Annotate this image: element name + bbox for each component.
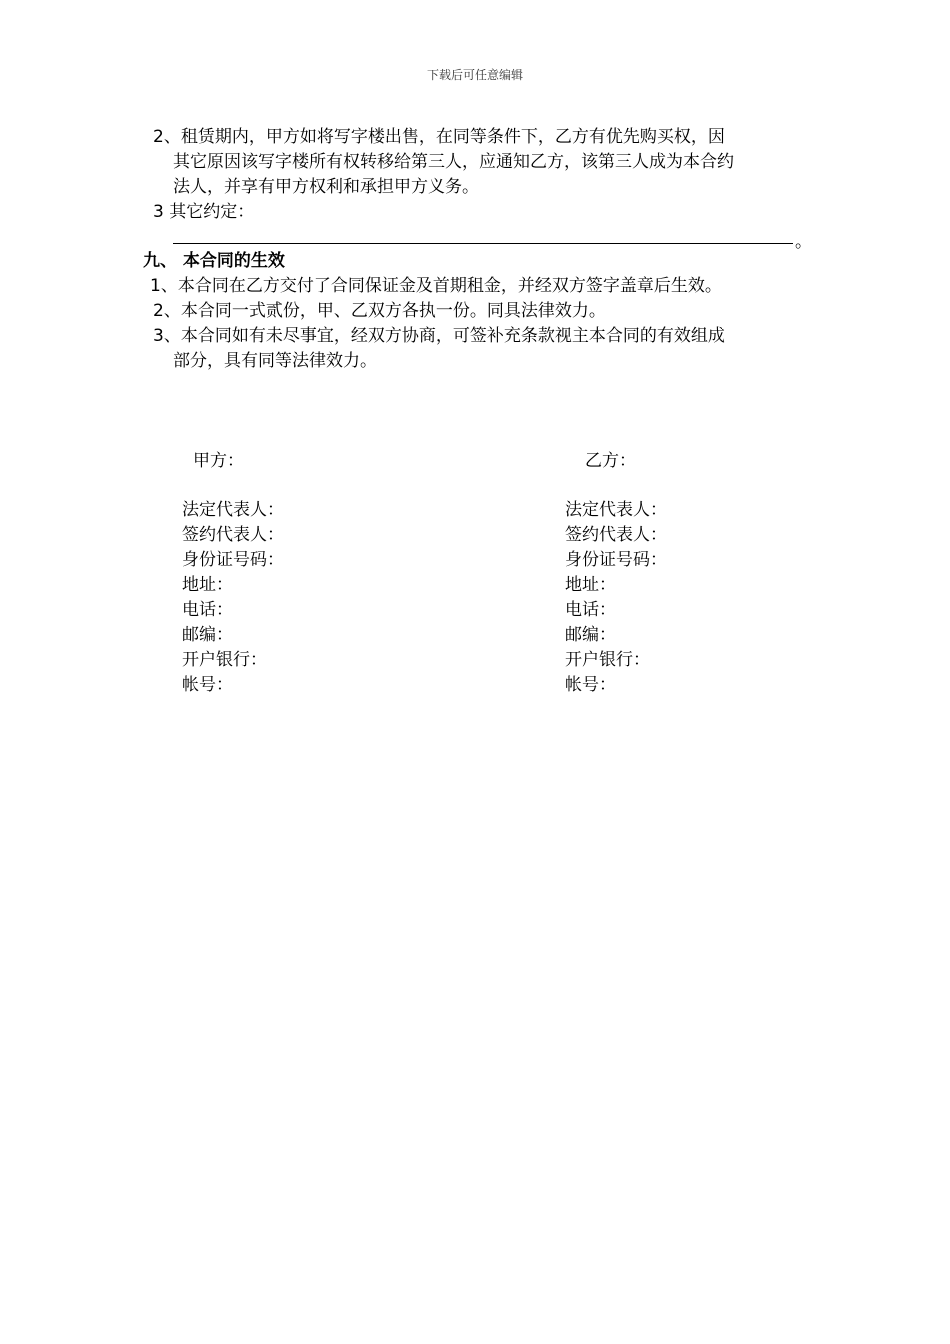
clause-8-item-2-line-3: 法人，并享有甲方权利和承担甲方义务。 [173, 177, 479, 197]
header-note: 下载后可任意编辑 [426, 68, 523, 82]
party-a-bank: 开户银行： [182, 650, 267, 670]
party-a-phone: 电话： [182, 600, 233, 620]
party-b-signing-representative: 签约代表人： [565, 525, 667, 545]
party-a-id-number: 身份证号码： [182, 550, 284, 570]
party-b-id-number: 身份证号码： [565, 550, 667, 570]
clause-9-item-1: 1、本合同在乙方交付了合同保证金及首期租金，并经双方签字盖章后生效。 [150, 276, 722, 296]
clause-9-item-3-line-1: 3、本合同如有未尽事宜，经双方协商，可签补充条款视主本合同的有效组成 [153, 326, 725, 346]
clause-9-item-2: 2、本合同一式贰份，甲、乙双方各执一份。同具法律效力。 [153, 301, 606, 321]
party-a-postcode: 邮编： [182, 625, 233, 645]
clause-8-item-3-label: 3 其它约定： [153, 202, 255, 222]
party-a-address: 地址： [182, 575, 233, 595]
party-b-legal-representative: 法定代表人： [565, 500, 667, 520]
party-b-address: 地址： [565, 575, 616, 595]
fill-in-blank-line [173, 243, 793, 244]
fill-in-blank-end: 。 [795, 232, 812, 252]
party-a-signing-representative: 签约代表人： [182, 525, 284, 545]
party-b-bank: 开户银行： [565, 650, 650, 670]
clause-9-item-3-line-2: 部分，具有同等法律效力。 [173, 351, 377, 371]
clause-9-heading: 九、 本合同的生效 [143, 251, 285, 271]
party-a-title: 甲方： [193, 451, 244, 471]
party-a-account: 帐号： [182, 675, 233, 695]
party-b-phone: 电话： [565, 600, 616, 620]
party-b-title: 乙方： [585, 451, 636, 471]
party-a-legal-representative: 法定代表人： [182, 500, 284, 520]
party-b-postcode: 邮编： [565, 625, 616, 645]
clause-8-item-2-line-2: 其它原因该写字楼所有权转移给第三人，应通知乙方，该第三人成为本合约 [173, 152, 734, 172]
clause-8-item-2-line-1: 2、租赁期内，甲方如将写字楼出售，在同等条件下，乙方有优先购买权，因 [153, 127, 725, 147]
party-b-account: 帐号： [565, 675, 616, 695]
